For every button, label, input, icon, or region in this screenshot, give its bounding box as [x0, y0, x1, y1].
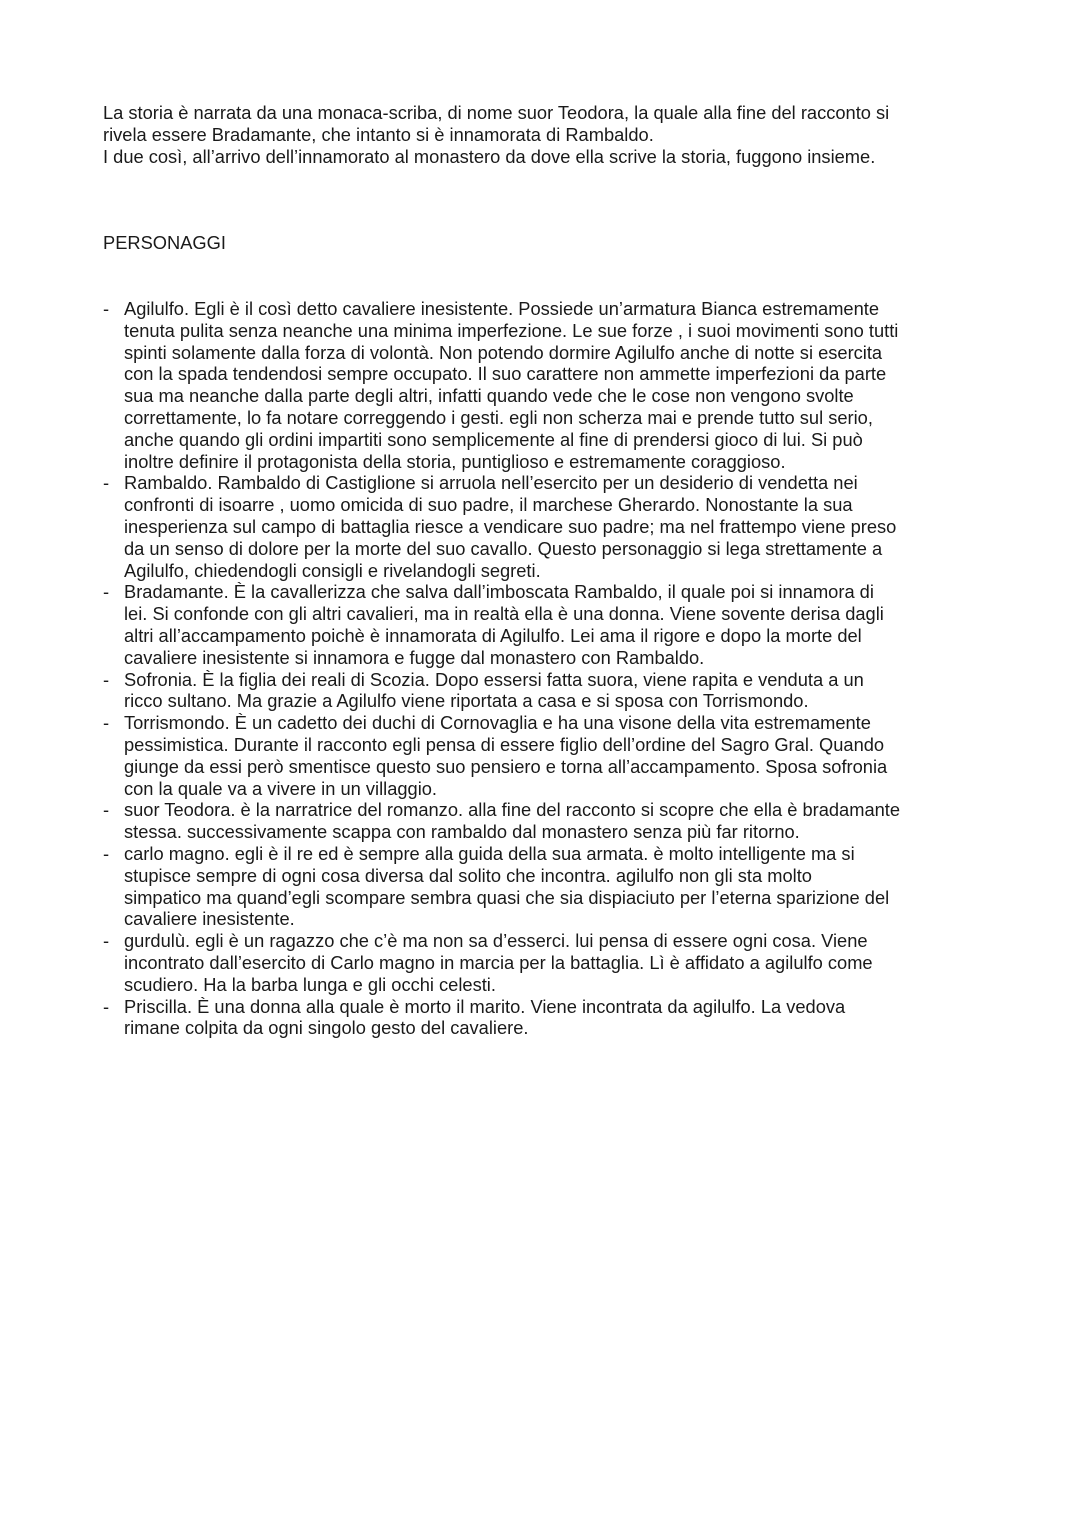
bullet-dash: - [103, 668, 110, 690]
list-item-line: Sofronia. È la figlia dei reali di Scozia. Dopo essersi fatta suora, viene rapita e venduta a un [124, 668, 864, 690]
list-item [103, 472, 900, 581]
list-item-line: Torrismondo. È un cadetto dei duchi di Cornovaglia e ha una visone della vita estremamente [124, 712, 871, 734]
bullet-dash: - [103, 995, 110, 1017]
bullet-dash: - [103, 712, 110, 734]
bullet-dash: - [103, 581, 110, 603]
characters-list [103, 298, 900, 1039]
list-item-line: incontrato dall’esercito di Carlo magno in marcia per la battaglia. Lì è affidato a agilulfo come [124, 951, 873, 973]
list-item-line: inesperienza sul campo di battaglia riesce a vendicare suo padre; ma nel frattempo viene preso [124, 515, 897, 537]
list-item-line: correttamente, lo fa notare correggendo i gesti. egli non scherza mai e prende tutto sul serio, [124, 406, 873, 428]
list-item-line: ricco sultano. Ma grazie a Agilulfo viene riportata a casa e si sposa con Torrismondo. [124, 690, 809, 712]
bullet-dash: - [103, 930, 110, 952]
list-item-line: con la spada tendendosi sempre occupato. Il suo carattere non ammette imperfezioni da parte [124, 363, 887, 385]
intro-line: La storia è narrata da una monaca-scriba, di nome suor Teodora, la quale alla fine del racconto si [103, 102, 890, 123]
bullet-dash: - [103, 472, 110, 494]
section-heading: PERSONAGGI [103, 232, 226, 253]
list-item-line: Priscilla. È una donna alla quale è morto il marito. Viene incontrata da agilulfo. La vedova [124, 995, 846, 1017]
list-item-line: simpatico ma quand’egli scompare sembra quasi che sia dispiaciuto per l’eterna sparizione del [124, 886, 890, 908]
list-item-line: scudiero. Ha la barba lunga e gli occhi celesti. [124, 973, 496, 995]
bullet-dash: - [103, 842, 110, 864]
list-item [103, 669, 900, 713]
list-item-line: carlo magno. egli è il re ed è sempre alla guida della sua armata. è molto intelligente ma si [124, 842, 855, 864]
list-item-line: giunge da essi però smentisce questo suo pensiero e torna all’accampamento. Sposa sofronia [124, 755, 888, 777]
list-item-line: rimane colpita da ogni singolo gesto del cavaliere. [124, 1017, 529, 1039]
list-item-line: cavaliere inesistente. [124, 908, 295, 930]
list-item-line: lei. Si confonde con gli altri cavalieri, ma in realtà ella è una donna. Viene sovente derisa dagli [124, 603, 884, 625]
list-item-line: anche quando gli ordini impartiti sono semplicemente al fine di prendersi gioco di lui. Si può [124, 428, 863, 450]
intro-line: rivela essere Bradamante, che intanto si è innamorata di Rambaldo. [103, 123, 654, 145]
list-item-line: altri all’accampamento poichè è innamorata di Agilulfo. Lei ama il rigore e dopo la morte del [124, 624, 862, 646]
list-item-line: Rambaldo. Rambaldo di Castiglione si arruola nell’esercito per un desiderio di vendetta nei [124, 472, 858, 494]
list-item-line: inoltre definire il protagonista della storia, puntiglioso e estremamente coraggioso. [124, 450, 786, 472]
list-item-line: Bradamante. È la cavallerizza che salva dall’imboscata Rambaldo, il quale poi si innamora di [124, 581, 874, 603]
list-item-line: sua ma neanche dalla parte degli altri, infatti quando vede che le cose non vengono svolte [124, 385, 854, 407]
intro-line: I due così, all’arrivo dell’innamorato al monastero da dove ella scrive la storia, fuggono insieme. [103, 145, 876, 167]
list-item-line: stupisce sempre di ogni cosa diversa dal solito che incontra. agilulfo non gli sta molto [124, 864, 812, 886]
list-item [103, 581, 900, 668]
list-item [103, 799, 900, 843]
bullet-dash: - [103, 298, 110, 319]
list-item-line: confronti di isoarre , uomo omicida di suo padre, il marchese Gherardo. Nonostante la sua [124, 494, 853, 516]
list-item-line: da un senso di dolore per la morte del suo cavallo. Questo personaggio si lega strettamente a [124, 537, 883, 559]
list-item [103, 298, 900, 472]
intro-paragraph [103, 102, 889, 167]
bullet-dash: - [103, 799, 110, 821]
list-item [103, 996, 900, 1040]
list-item-line: stessa. successivamente scappa con rambaldo dal monastero senza più far ritorno. [124, 821, 800, 843]
list-item-line: Agilulfo. Egli è il così detto cavaliere inesistente. Possiede un’armatura Bianca estremamente [124, 298, 880, 319]
list-item [103, 843, 900, 930]
list-item-line: tenuta pulita senza neanche una minima imperfezione. Le sue forze , i suoi movimenti sono tutti [124, 319, 899, 341]
list-item-line: gurdulù. egli è un ragazzo che c’è ma non sa d’esserci. lui pensa di essere ogni cosa. Viene [124, 930, 868, 952]
list-item-line: con la quale va a vivere in un villaggio. [124, 777, 438, 799]
list-item-line: spinti solamente dalla forza di volontà. Non potendo dormire Agilulfo anche di notte si esercita [124, 341, 883, 363]
list-item-line: Agilulfo, chiedendogli consigli e rivelandogli segreti. [124, 559, 541, 581]
list-item-line: suor Teodora. è la narratrice del romanzo. alla fine del racconto si scopre che ella è bradamante [124, 799, 901, 821]
list-item-line: cavaliere inesistente si innamora e fugge dal monastero con Rambaldo. [124, 646, 705, 668]
list-item [103, 930, 900, 995]
list-item [103, 712, 900, 799]
list-item-line: pessimistica. Durante il racconto egli pensa di essere figlio dell’ordine del Sagro Gral. Quando [124, 733, 885, 755]
